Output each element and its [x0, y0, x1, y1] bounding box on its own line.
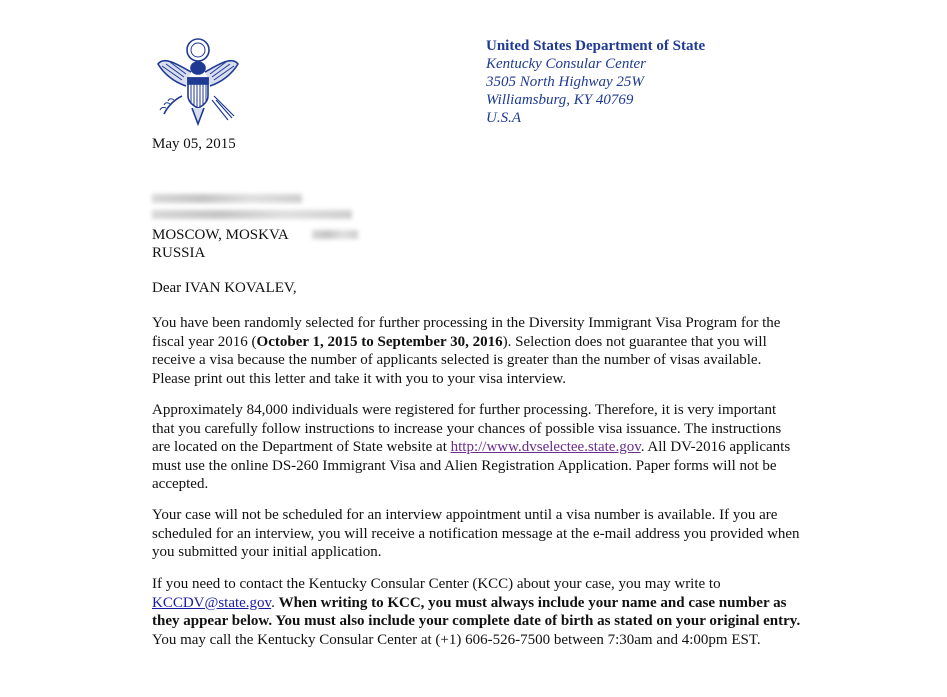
- letterhead: [486, 37, 705, 127]
- paragraph-instructions: [152, 401, 802, 494]
- p1-fiscal-dates: October 1, 2015 to September 30, 2016: [256, 333, 503, 350]
- p1-text-c: ). Selection does not guarantee that you will receive a visa because the number of applicants selected is greater than the number of visas available. Please print out this letter and take it with you to your visa interview.: [152, 333, 767, 387]
- p4-text-c: You may call the Kentucky Consular Center at (+1) 606-526-7500 between 7:30am and 4:00pm EST.: [152, 631, 761, 648]
- p2-text-a: Approximately 84,000 individuals were registered for further processing. Therefore, it is very important that you carefully follow instructions to increase your chances of possible visa issuance. The instructions are located on the Department of State website at: [152, 402, 782, 455]
- p4-bold-instructions: When writing to KCC, you must always include your name and case number as they appear below. You must also include your complete date of birth as stated on your original entry.: [152, 594, 801, 629]
- redacted-address: [152, 210, 352, 219]
- department-name: United States Department of State: [486, 38, 706, 54]
- great-seal-icon: [152, 34, 244, 130]
- recipient-address: [152, 226, 289, 262]
- letter-date: May 05, 2015: [152, 136, 236, 152]
- dvselectee-link[interactable]: http://www.dvselectee.state.gov: [450, 439, 641, 455]
- country-address: U.S.A: [486, 110, 521, 126]
- paragraph-contact: [152, 575, 802, 649]
- p2-text-b: . All DV-2016 applicants must use the online DS-260 Immigrant Visa and Alien Registration Application. Paper forms will not be accepted.: [152, 439, 791, 492]
- p4-dot: .: [271, 594, 279, 611]
- recipient-city: MOSCOW, MOSKVA: [152, 227, 289, 243]
- center-name: Kentucky Consular Center: [486, 56, 646, 72]
- paragraph-interview: Your case will not be scheduled for an interview appointment until a visa number is available. If you are scheduled for an interview, you will receive a notification message at the e-mail address you provided when you submitted your initial application.: [152, 507, 800, 560]
- redacted-name: [152, 194, 302, 203]
- recipient-country: RUSSIA: [152, 245, 206, 261]
- redacted-postcode: [312, 230, 358, 239]
- kcc-email-link[interactable]: KCCDV@state.gov: [152, 594, 272, 611]
- paragraph-selection: [152, 314, 802, 388]
- city-address: Williamsburg, KY 40769: [486, 92, 634, 108]
- p4-text-a: If you need to contact the Kentucky Consular Center (KCC) about your case, you may write to: [152, 576, 721, 592]
- street-address: 3505 North Highway 25W: [486, 74, 644, 90]
- p1-text-a: You have been randomly selected for further processing in the Diversity Immigrant Visa Program for the fiscal year 2016 (: [152, 315, 781, 350]
- salutation: Dear IVAN KOVALEV,: [152, 280, 297, 296]
